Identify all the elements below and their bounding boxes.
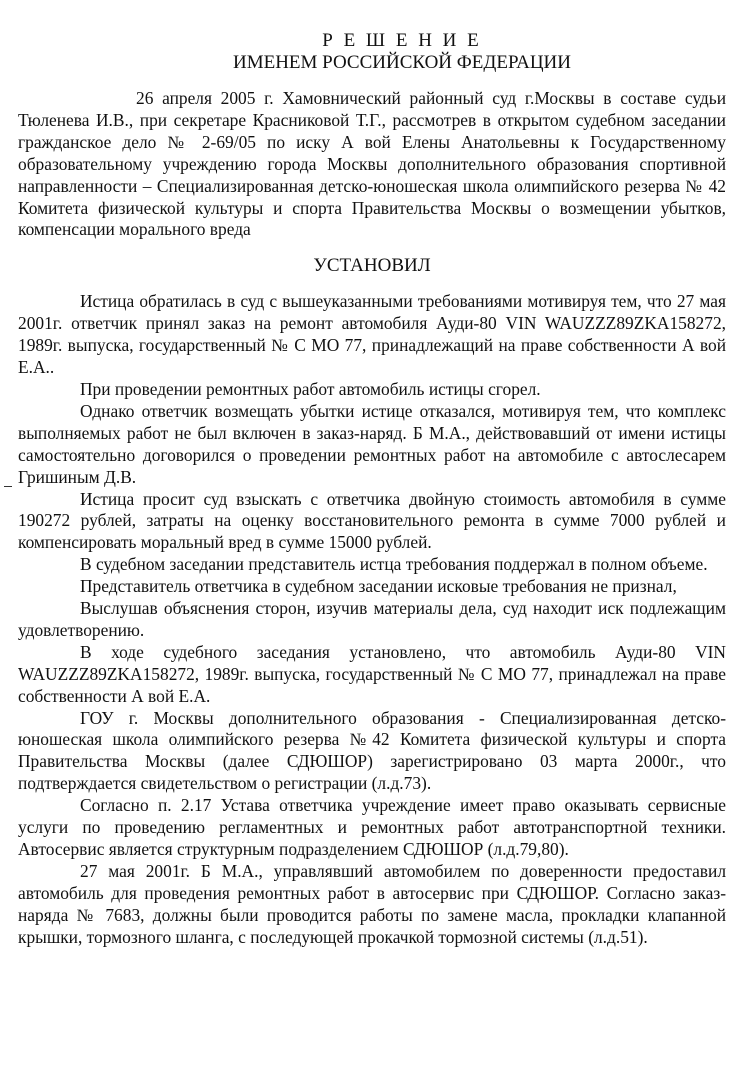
- paragraph-refusal: Однако ответчик возмещать убытки истице отказался, мотивируя тем, что комплекс выполняемых работ не был включен в заказ-наряд. Б М.А., действовавший от имени истицы самостоятельно договорился о проведении ремонтных работ на автомобиле с автослесарем Гришиным Д.В.: [18, 400, 726, 487]
- paragraph-established: В ходе судебного заседания установлено, что автомобиль Ауди-80 VIN WAUZZZ89ZKA158272, 1989г. выпуска, государственный № С МО 77, принадлежал на праве собственности А вой Е.А.: [18, 641, 726, 706]
- paragraph-fire: При проведении ремонтных работ автомобиль истицы сгорел.: [80, 378, 541, 399]
- paragraph-order: 27 мая 2001г. Б М.А., управлявший автомобилем по доверенности предоставил автомобиль для проведения ремонтных работ в автосервис при СДЮШОР. Согласно заказ-наряда № 7683, должны были проводится работы по замене масла, прокладки клапанной крышки, тормозного шланга, с последующей прокачкой тормозной системы (л.д.51).: [18, 860, 726, 947]
- paragraph-claim: Истица обратилась в суд с вышеуказанными требованиями мотивируя тем, что 27 мая 2001г. ответчик принял заказ на ремонт автомобиля Ауди-80 VIN WAUZZZ89ZKA158272, 1989г. выпуска, государственный № С МО 77, принадлежащий на праве собственности А вой Е.А..: [18, 291, 726, 378]
- paragraph-defendant-rep: Представитель ответчика в судебном заседании исковые требования не признал,: [80, 576, 677, 597]
- document-subtitle: ИМЕНЕМ РОССИЙСКОЙ ФЕДЕРАЦИИ: [232, 52, 571, 73]
- paragraph-plaintiff-rep: В судебном заседании представитель истца требования поддержал в полном объеме.: [80, 554, 708, 575]
- margin-mark: [4, 486, 12, 487]
- document-title: Р Е Ш Е Н И Е: [322, 30, 482, 51]
- intro-paragraph: 26 апреля 2005 г. Хамовнический районный суд г.Москвы в составе судьи Тюленева И.В., при секретаре Красниковой Т.Г., рассмотрев в открытом судебном заседании гражданское дело № 2-69/05 по иску А вой Елены Анатольевны к Государственному образовательному учреждению города Москвы дополнительного образования спортивной направленности – Специализированная детско-юношеская школа олимпийского резерва № 42 Комитета физической культуры и спорта Правительства Москвы о возмещении убытков, компенсации морального вреда: [18, 88, 726, 240]
- paragraph-court-finding: Выслушав объяснения сторон, изучив материалы дела, суд находит иск подлежащим удовлетворению.: [18, 598, 726, 640]
- paragraph-request: Истица просит суд взыскать с ответчика двойную стоимость автомобиля в сумме 190272 рублей, затраты на оценку восстановительного ремонта в сумме 7000 рублей и компенсировать моральный вред в сумме 15000 рублей.: [18, 488, 726, 553]
- paragraph-charter: Согласно п. 2.17 Устава ответчика учреждение имеет право оказывать сервисные услуги по проведению регламентных и ремонтных работ автотранспортной техники. Автосервис является структурным подразделением СДЮШОР (л.д.79,80).: [18, 795, 726, 859]
- section-heading: УСТАНОВИЛ: [313, 255, 431, 277]
- paragraph-gou: ГОУ г. Москвы дополнительного образования - Специализированная детско-юношеская школа олимпийского резерва №42 Комитета физической культуры и спорта Правительства Москвы (далее СДЮШОР) зарегистрировано 03 марта 2000г., что подтверждается свидетельством о регистрации (л.д.73).: [18, 707, 726, 794]
